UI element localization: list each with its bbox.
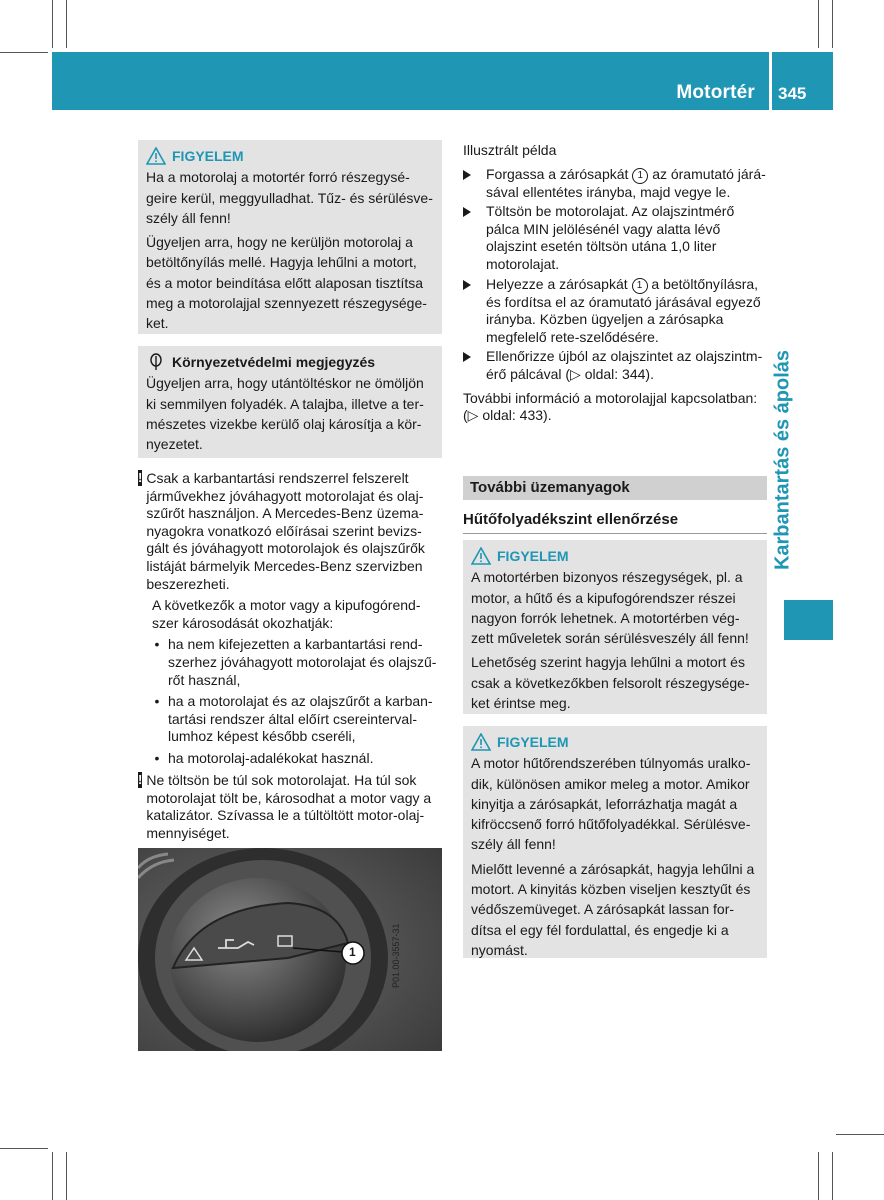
page-number: 345 [778,84,807,103]
notice-block [138,470,442,768]
oil-cap-photo [138,848,442,1051]
step-text: a betöltőnyílásra, és fordítsa el az óramutató járásával egyező irányba. Közben ügyeljen a zárósapka megfelelő rete-szelődésére. [486,275,761,345]
environment-note-heading-text: Környezetvédelmi megjegyzés [172,354,376,370]
warning-triangle-icon [146,147,166,165]
warning-heading-text: FIGYELEM [172,148,244,164]
more-info-text: További információ a motorolajjal kapcsolatban: (▷ oldal: 433). [463,389,758,424]
list-item [152,750,442,768]
crop-mark [52,1152,53,1200]
warning-triangle-icon [471,733,491,751]
bullet-icon: • [154,693,160,710]
warning-triangle-icon [471,547,491,565]
step-item [463,203,767,273]
warning-box [463,540,767,714]
notice-intro: A következők a motor vagy a kipufogórend-szer károsodását okozhatják: [152,597,421,631]
warning-heading-text: FIGYELEM [497,548,569,564]
callout-number: 1 [349,945,356,959]
notice-text: Ne töltsön be túl sok motorolajat. Ha túl sok motorolajat tölt be, károsodhat a motor vagy a katalizátor. Szívassa le a túltöltött motor-olaj-mennyiséget. [146,772,432,841]
figure-caption: Illusztrált példa [463,142,557,158]
callout-reference: 1 [632,278,648,294]
crop-mark [818,0,819,48]
page-header [52,52,769,110]
exclamation-icon: ! [138,470,143,485]
page-number-box [769,52,833,110]
crop-mark [0,52,48,53]
step-text: Forgassa a zárósapkát [486,165,629,182]
instructions [463,142,767,425]
warning-paragraph: Ha a motorolaj a motortér forró részegysé-geire kerül, meggyulladhat. Tűz- és sérülésve-szély áll fenn! [146,169,433,226]
step-text: az óramutató járá-sával ellentétes irányba, majd vegye le. [486,165,766,200]
section-heading: További üzemanyagok [463,476,767,500]
list-item-text: ha a motorolajat és az olajszűrőt a karban-tartási rendszer által előírt csereinterval-lumhoz képest később cseréli, [168,693,433,745]
warning-heading-text: FIGYELEM [497,734,569,750]
notice-details [138,597,442,767]
warning-heading [146,146,434,166]
arrow-icon [463,170,480,180]
notice-row [138,470,442,593]
bullet-icon: • [154,636,160,653]
callout-reference: 1 [632,168,648,184]
list-item-text: ha nem kifejezetten a karbantartási rend-szerhez jóváhagyott motorolajat és olajszű-rőt használ, [168,636,437,688]
step-item [463,276,767,347]
crop-mark [66,1152,67,1200]
section-side-tab [784,600,833,640]
warning-paragraph: Mielőtt levenné a zárósapkát, hagyja lehűlni a motort. A kinyitás közben viseljen kesztyűt és védőszemüveget. A zárósapkát lassan for-dítsa el egy fél fordulattal, és engedje ki a nyomást. [471,860,755,958]
step-text: Ellenőrizze újból az olajszintet az olajszintm-érő pálcával (▷ oldal: 344). [486,348,763,382]
notice-block [138,772,442,842]
warning-box [463,726,767,958]
leaf-icon [146,353,166,371]
arrow-icon [463,352,480,362]
environment-note-paragraph: Ügyeljen arra, hogy utántöltéskor ne ömöljön ki semmilyen folyadék. A talajba, illetve a ter-mészetes vizekbe kerülő olaj károsítja a kör-nyezetet. [146,375,424,453]
bullet-icon: • [154,749,160,766]
crop-mark [818,1152,819,1200]
side-label-text: Karbantartás és ápolás [771,349,794,571]
crop-mark [836,1134,884,1135]
crop-mark [66,0,67,48]
warning-box [138,140,442,334]
figure-code: P01.00-3557-31 [391,923,401,988]
crop-mark [52,0,53,48]
step-text: Töltsön be motorolajat. Az olajszintmérő pálca MIN jelölésénél vagy alatta lévő olajszint esetén töltsön utána 1,0 liter motorolajat. [486,203,735,272]
warning-heading [471,546,759,566]
warning-paragraph: Lehetőség szerint hagyja lehűlni a motort és csak a következőkben felsorolt részegysége-ket érintse meg. [471,654,750,712]
crop-mark [832,0,833,48]
warning-paragraph: A motor hűtőrendszerében túlnyomás uralko-dik, különösen amikor meleg a motor. Amikor kinyitja a zárósapkát, leforrázhatja magát a kifröccsenő forró hűtőfolyadékkal. Sérülésve-szély áll fenn! [471,755,751,853]
arrow-icon [463,280,480,290]
crop-mark [0,1148,48,1149]
step-item [463,166,767,202]
page-title: Motortér [676,82,755,103]
arrow-icon [463,207,480,217]
environment-note-box [138,346,442,458]
subsection-divider [463,533,767,534]
list-item-text: ha motorolaj-adalékokat használ. [168,749,374,766]
exclamation-icon: ! [138,772,143,787]
notice-row [138,772,442,842]
list-item [152,693,442,746]
warning-paragraph: Ügyeljen arra, hogy ne kerüljön motorolaj a betöltőnyílás mellé. Hagyja lehűlni a motort, és a motor beindítása előtt alaposan tisztítsa meg a motorolajjal szennyezett részegysége-ket. [146,234,427,332]
step-text: Helyezze a zárósapkát [486,275,628,292]
notice-text: Csak a karbantartási rendszerrel felszerelt járművekhez jóváhagyott motorolajat és olaj-szűrőt használjon. A Mercedes-Benz üzema-nyagokra vonatkozó előírásai szerint bevizs-gált és jóváhagyott motorolajok és olajszűrők listáját bármelyik Mercedes-Benz szervizben beszerezheti. [146,470,425,592]
warning-paragraph: A motortérben bizonyos részegységek, pl. a motor, a hűtő és a kipufogórendszer részei nagyon forrók lehetnek. A motortérben vég-zett műveletek során sérülésveszély áll fenn! [471,569,749,647]
crop-mark [832,1152,833,1200]
environment-note-heading [146,352,434,372]
list-item [152,636,442,689]
step-item [463,348,767,383]
warning-heading [471,732,759,752]
subsection-heading: Hűtőfolyadékszint ellenőrzése [463,511,679,528]
